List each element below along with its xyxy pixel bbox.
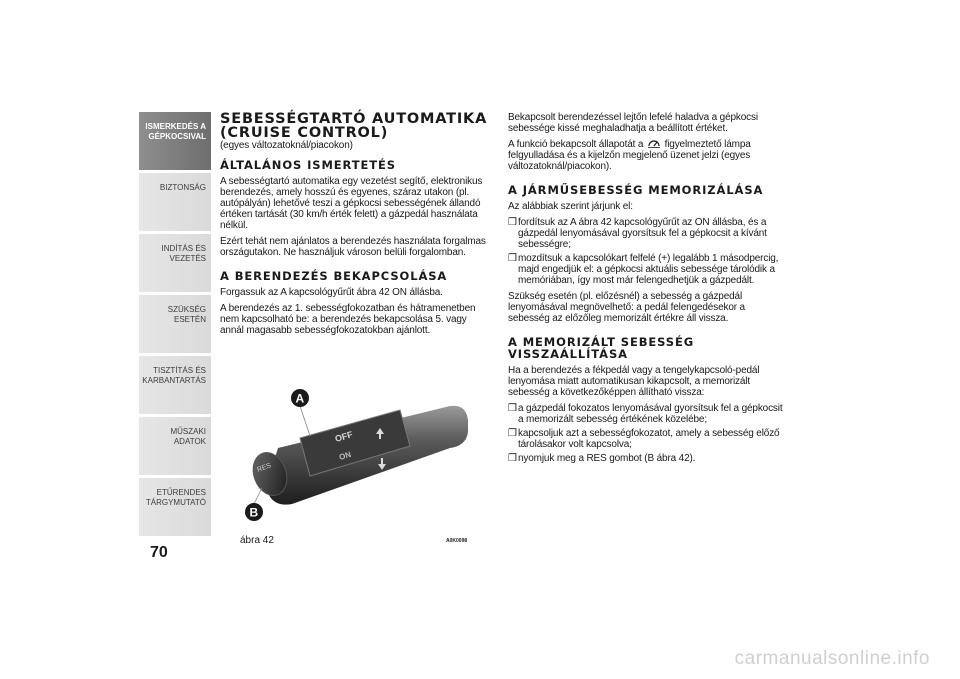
callout-a-label: A bbox=[295, 391, 305, 406]
title-line-1: SEBESSÉGTARTÓ AUTOMATIKA bbox=[220, 111, 488, 127]
bullet-icon: ❒ bbox=[508, 403, 517, 414]
list-item-text: mozdítsuk a kapcsolókart felfelé (+) legalább 1 másodpercig, majd engedjük el: a gépkocsi aktuális sebessége tárolódik a memóriában, így most már felengedhetjük a gázpedált. bbox=[518, 253, 779, 286]
heading-switch-on: A BERENDEZÉS BEKAPCSOLÁSA bbox=[220, 269, 448, 283]
tab-ismerkedes[interactable] bbox=[139, 112, 211, 170]
figure-code: A0K0098 bbox=[446, 538, 468, 544]
tab-label: MŰSZAKI ADATOK bbox=[170, 427, 206, 446]
paragraph-switch-on-2: A berendezés az 1. sebességfokozatban és hátramenetben nem kapcsolható be: a berendezés bekapcsolása 5. vagy annál magasabb sebességfokozatokban ajánlott. bbox=[220, 303, 476, 336]
right-column bbox=[508, 112, 784, 469]
section-title bbox=[220, 112, 492, 140]
bullet-icon: ❒ bbox=[508, 428, 517, 439]
heading-restore-line-2: VISSZAÁLLÍTÁSA bbox=[508, 347, 628, 361]
heading-general: ÁLTALÁNOS ISMERTETÉS bbox=[220, 158, 396, 172]
bullet-icon: ❒ bbox=[508, 253, 517, 264]
left-column bbox=[220, 112, 492, 341]
chapter-sidebar bbox=[139, 112, 211, 539]
tab-tisztitas[interactable] bbox=[139, 356, 211, 414]
cruise-control-stalk-image bbox=[240, 376, 472, 538]
res-button-label: RES bbox=[256, 462, 273, 474]
tab-label: TISZTÍTÁS ÉS KARBANTARTÁS bbox=[142, 366, 206, 385]
paragraph-general-1: A sebességtartó automatika egy vezetést segítő, elektronikus berendezés, amely hosszú és egyenes, száraz utakon (pl. autópályán) lehetővé teszi a gépkocsi sebességének állandó értéken tartását (30 km/h érték felett) a gázpedál használata nélkül. bbox=[220, 176, 483, 231]
tab-muszaki[interactable] bbox=[139, 417, 211, 475]
list-item-text: fordítsuk az A ábra 42 kapcsológyűrűt az ON állásba, és a gázpedál lenyomásával gyorsítsuk fel a gépkocsit a kívánt sebességre; bbox=[518, 217, 767, 250]
list-item-text: a gázpedál fokozatos lenyomásával gyorsítsuk fel a gépkocsit a memorizált sebesség értékének közelébe; bbox=[518, 403, 783, 425]
list-item bbox=[508, 428, 784, 450]
title-line-2: (CRUISE CONTROL) bbox=[220, 125, 389, 141]
list-item-text: kapcsoljuk azt a sebességfokozatot, amely a sebesség előző tárolásakor volt kapcsolva; bbox=[518, 428, 780, 450]
tab-label: SZÜKSÉG ESETÉN bbox=[167, 305, 206, 324]
tab-label: ETŰRENDES TÁRGYMUTATÓ bbox=[145, 488, 206, 507]
callout-b-label: B bbox=[249, 505, 259, 520]
memorize-steps bbox=[508, 217, 784, 286]
heading-memorize: A JÁRMŰSEBESSÉG MEMORIZÁLÁSA bbox=[508, 183, 764, 197]
tab-szukseg[interactable] bbox=[139, 295, 211, 353]
figure-caption: ábra 42 bbox=[240, 535, 274, 546]
intro-2-end: figyelmeztető lámpa felgyulladása és a kijelzőn megjelenő üzenet jelzi (egyes változatoknál/piacokon). bbox=[508, 139, 751, 172]
list-item bbox=[508, 403, 784, 425]
tab-label: ISMERKEDÉS A GÉPKOCSIVAL bbox=[145, 122, 206, 141]
restore-steps bbox=[508, 403, 784, 464]
page-number: 70 bbox=[150, 544, 168, 561]
list-item bbox=[508, 453, 784, 464]
list-item bbox=[508, 217, 784, 250]
cruise-control-lamp-icon bbox=[647, 139, 661, 148]
paragraph-restore: Ha a berendezés a fékpedál vagy a tengelykapcsoló-pedál lenyomása miatt automatikusan kikapcsolt, a memorizált sebesség a következőképpen állítható vissza: bbox=[508, 365, 760, 398]
bullet-icon: ❒ bbox=[508, 453, 517, 464]
ring-off-label: OFF bbox=[333, 429, 354, 444]
section-subtitle: (egyes változatoknál/piacokon) bbox=[220, 140, 353, 151]
ring-on-label: ON bbox=[338, 449, 353, 462]
heading-restore-line-1: A MEMORIZÁLT SEBESSÉG bbox=[508, 335, 695, 349]
paragraph-memorize: Az alábbiak szerint járjunk el: bbox=[508, 201, 633, 212]
tab-label: BIZTONSÁG bbox=[159, 183, 206, 192]
list-item bbox=[508, 253, 784, 286]
tab-inditas[interactable] bbox=[139, 234, 211, 292]
bullet-icon: ❒ bbox=[508, 217, 517, 228]
heading-restore bbox=[508, 336, 784, 360]
tab-biztonsag[interactable] bbox=[139, 173, 211, 231]
figure-42-stalk-illustration bbox=[240, 376, 472, 538]
tab-targymutato[interactable] bbox=[139, 478, 211, 536]
list-item-text: nyomjuk meg a RES gombot (B ábra 42). bbox=[518, 453, 696, 464]
paragraph-memorize-2: Szükség esetén (pl. előzésnél) a sebesség a gázpedál lenyomásával megnövelhető: a pedál felengedésekor a sebesség az előzőleg memorizált értékre áll vissza. bbox=[508, 291, 745, 324]
paragraph-intro-1: Bekapcsolt berendezéssel lejtőn lefelé haladva a gépkocsi sebessége kissé meghaladhatja a beállított értéket. bbox=[508, 112, 758, 134]
paragraph-intro-2 bbox=[508, 139, 784, 172]
paragraph-general-2: Ezért tehát nem ajánlatos a berendezés használata forgalmas országutakon. Ne használjuk városon belüli forgalomban. bbox=[220, 236, 486, 258]
paragraph-switch-on-1: Forgassuk az A kapcsológyűrűt ábra 42 ON állásba. bbox=[220, 287, 443, 298]
tab-label: INDÍTÁS ÉS VEZETÉS bbox=[161, 244, 206, 263]
intro-2-start: A funkció bekapcsolt állapotát a bbox=[508, 139, 644, 150]
watermark-footer: carmanualsonline.info bbox=[734, 648, 930, 669]
